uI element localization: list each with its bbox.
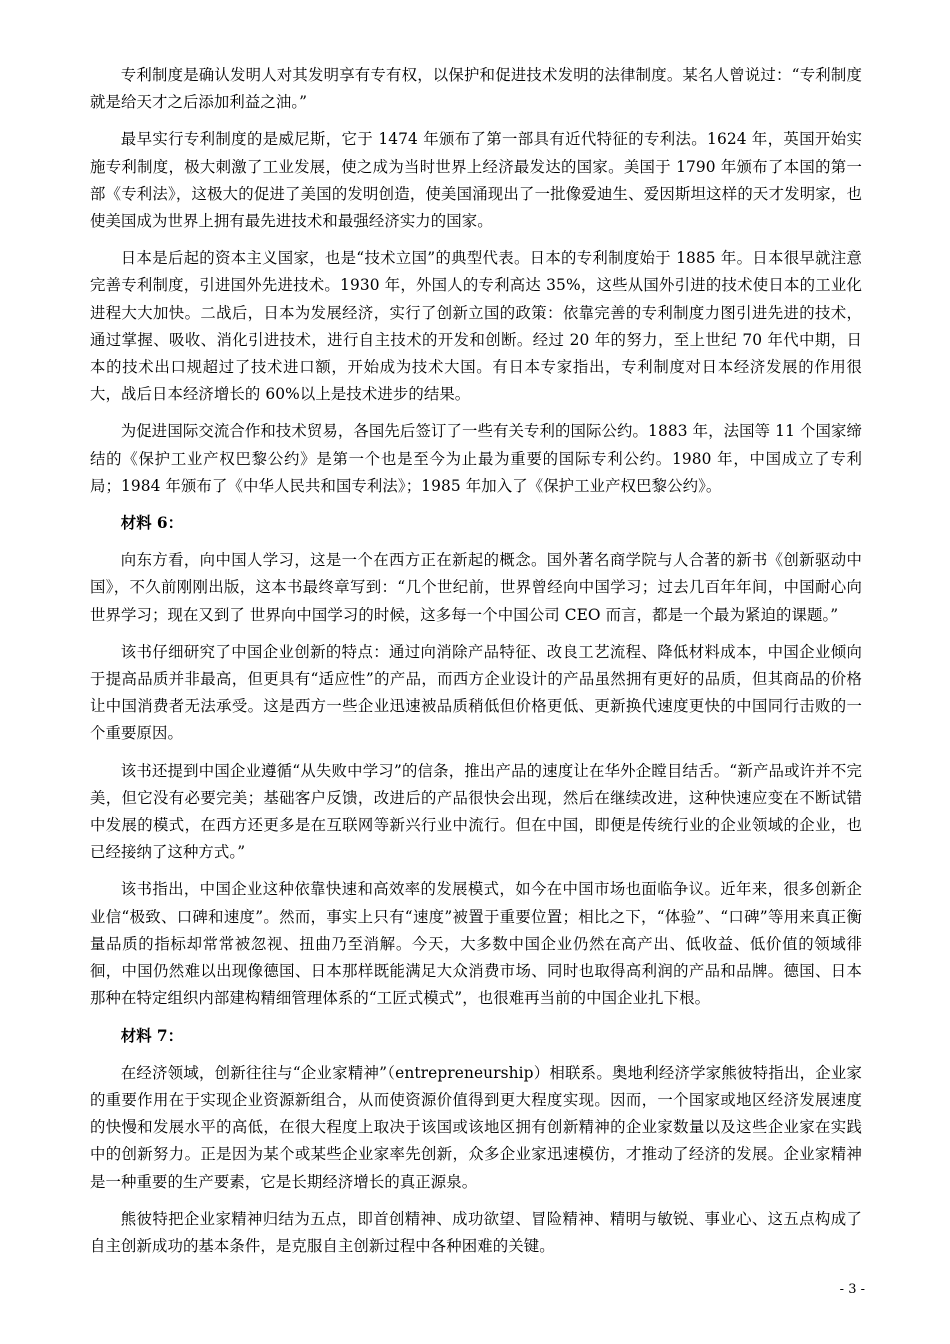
section-heading-material-7: 材料 7：: [120, 1026, 184, 1045]
material-6-paragraph: 该书还提到中国企业遵循“从失败中学习”的信条，推出产品的速度让在华外企瞠目结舌。“新产品或许并不完美，但它没有必要完美；基础客户反馈，改进后的产品很快会出现，然后在继续改进，这种快速应变在不断试错中发展的模式，在西方还更多是在互联网等新兴行业中流行。但在中国，即便是传统行业的企业领域的企业，也已经接纳了这种方式。”: [90, 761, 862, 862]
paragraph-patent-definition: 专利制度是确认发明人对其发明享有专有权，以保护和促进技术发明的法律制度。某名人曾说过：“专利制度就是给天才之后添加利益之油。”: [90, 66, 862, 112]
material-6-paragraph: 该书仔细研究了中国企业创新的特点：通过向消除产品特征、改良工艺流程、降低材料成本，中国企业倾向于提高品质并非最高，但更具有“适应性”的产品，而西方企业设计的产品虽然拥有更好的品质，但其商品的价格让中国消费者无法承受。这是西方一些企业迅速被品质稍低但价格更低、更新换代速度更快的中国同行击败的一个重要原因。: [90, 642, 862, 743]
material-7-paragraph: 在经济领域，创新往往与“企业家精神”（entrepreneurship）相联系。奥地利经济学家熊彼特指出，企业家的重要作用在于实现企业资源新组合，从而使资源价值得到更大程度实现。因而，一个国家或地区经济发展速度的快慢和发展水平的高低，在很大程度上取决于该国或该地区拥有创新精神的企业家数量以及这些企业家在实践中的创新努力。正是因为某个或某些企业家率先创新，众多企业家迅速模仿，才推动了经济的发展。企业家精神是一种重要的生产要素，它是长期经济增长的真正源泉。: [90, 1063, 862, 1191]
material-7-paragraph: 熊彼特把企业家精神归结为五点，即首创精神、成功欲望、冒险精神、精明与敏锐、事业心、这五点构成了自主创新成功的基本条件，是克服自主创新过程中各种困难的关键。: [90, 1209, 862, 1255]
material-6-paragraph: 向东方看，向中国人学习，这是一个在西方正在新起的概念。国外著名商学院与人合著的新书《创新驱动中国》，不久前刚刚出版，这本书最终章写到：“几个世纪前，世界曾经向中国学习；过去几百年年间，中国耐心向世界学习；现在又到了 世界向中国学习的时候，这多每一个中国公司 CEO 而言，都是一个最为紧迫的课题。”: [90, 551, 862, 624]
page-number: - 3 -: [839, 1282, 865, 1297]
document-body: [90, 62, 862, 1270]
paragraph-japan-patent: 日本是后起的资本主义国家，也是“技术立国”的典型代表。日本的专利制度始于 1885 年。日本很早就注意完善专利制度，引进国外先进技术。1930 年，外国人的专利高达 35%，这些从国外引进的技术使日本的工业化进程大大加快。二战后，日本为发展经济，实行了创新立国的政策：依靠完善的专利制度力图引进先进的技术，通过掌握、吸收、消化引进技术，进行自主技术的开发和创断。经过 20 年的努力，至上世纪 70 年代中期，日本的技术出口规超过了技术进口额，开始成为技术大国。有日本专家指出，专利制度对日本经济发展的作用很大，战后日本经济增长的 60%以上是技术进步的结果。: [90, 249, 862, 404]
paragraph-patent-history: 最早实行专利制度的是威尼斯，它于 1474 年颁布了第一部具有近代特征的专利法。1624 年，英国开始实施专利制度，极大刺激了工业发展，使之成为当时世界上经济最发达的国家。美国于 1790 年颁布了本国的第一部《专利法》，这极大的促进了美国的发明创造，使美国涌现出了一批像爱迪生、爱因斯坦这样的天才发明家，也使美国成为世界上拥有最先进技术和最强经济实力的国家。: [90, 130, 862, 231]
section-heading-material-6: 材料 6：: [120, 514, 184, 533]
paragraph-international-conventions: 为促进国际交流合作和技术贸易，各国先后签订了一些有关专利的国际公约。1883 年，法国等 11 个国家缔结的《保护工业产权巴黎公约》是第一个也是至今为止最为重要的国际专利公约。1980 年，中国成立了专利局；1984 年颁布了《中华人民共和国专利法》；1985 年加入了《保护工业产权巴黎公约》。: [90, 422, 862, 495]
material-6-paragraph: 该书指出，中国企业这种依靠快速和高效率的发展模式，如今在中国市场也面临争议。近年来，很多创新企业信“极致、口碑和速度”。然而，事实上只有“速度”被置于重要位置；相比之下，“体验”、“口碑”等用来真正衡量品质的指标却常常被忽视、扭曲乃至消解。今天，大多数中国企业仍然在高产出、低收益、低价值的领域徘徊，中国仍然难以出现像德国、日本那样既能满足大众消费市场、同时也取得高利润的产品和品牌。德国、日本那种在特定组织内部建构精细管理体系的“工匠式模式”，也很难再当前的中国企业扎下根。: [90, 880, 862, 1008]
